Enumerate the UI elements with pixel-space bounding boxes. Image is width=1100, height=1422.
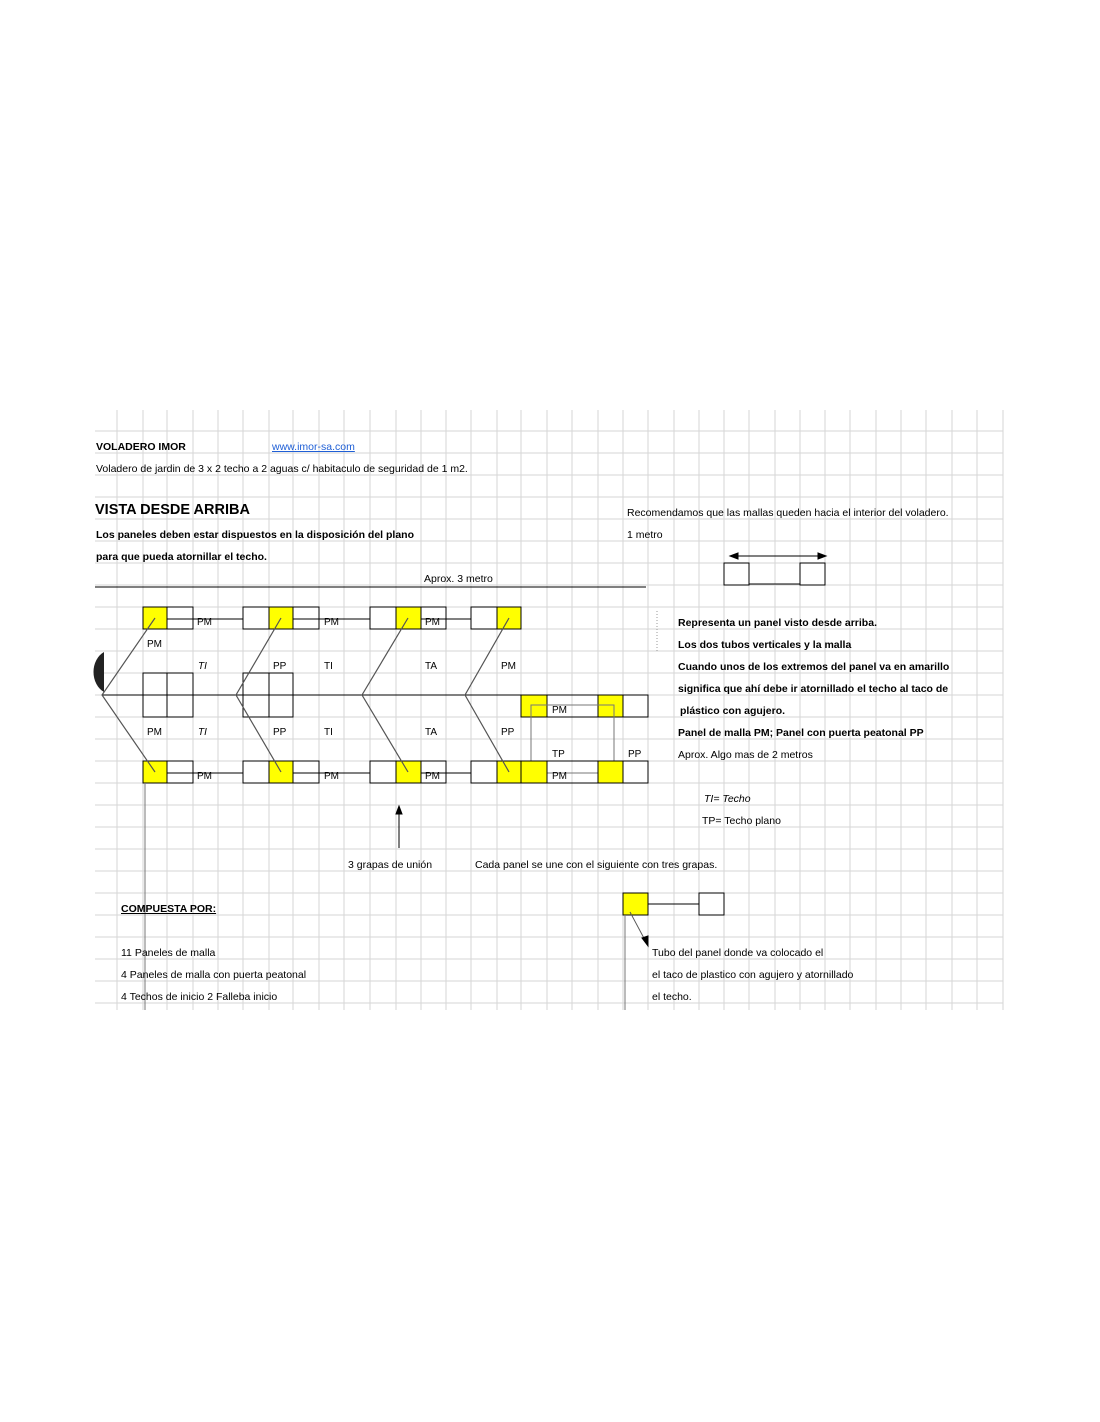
label-tp: TP: [552, 749, 565, 760]
label-pm: PM: [324, 771, 339, 782]
label-pm: PM: [425, 771, 440, 782]
label-pm: PM: [147, 727, 162, 738]
tube-box: [471, 607, 497, 629]
label-ti: TI: [324, 661, 333, 672]
composition-item: 4 Techos de inicio 2 Falleba inicio: [121, 991, 278, 1003]
composition-item: 4 Paneles de malla con puerta peatonal: [121, 969, 307, 981]
label-pp: PP: [628, 749, 642, 760]
tube-box: [143, 695, 167, 717]
tube-note-3: el techo.: [652, 991, 692, 1003]
tube-box: [167, 695, 193, 717]
tube-yellow: [521, 761, 547, 783]
tube-note-2: el taco de plastico con agujero y atornillado: [652, 969, 854, 981]
tube-yellow: [598, 761, 623, 783]
tube-box: [143, 673, 167, 695]
sample-panel-right-tube: [800, 563, 825, 585]
label-ti: TI: [324, 727, 333, 738]
legend-line-1: Representa un panel visto desde arriba.: [678, 617, 877, 629]
tube-box: [269, 673, 293, 695]
composition-heading: COMPUESTA POR:: [121, 903, 217, 915]
tube-box: [243, 607, 269, 629]
tube-box: [167, 673, 193, 695]
tube-box: [623, 761, 648, 783]
tube-box: [370, 607, 396, 629]
label-ta: TA: [425, 661, 438, 672]
approx-3m-label: Aprox. 3 metro: [424, 573, 493, 585]
legend-line-4: significa que ahí debe ir atornillado el techo al taco de: [678, 683, 949, 695]
label-pm: PM: [552, 771, 567, 782]
website-link[interactable]: www.imor-sa.com: [272, 441, 355, 453]
legend-line-2: Los dos tubos verticales y la malla: [678, 639, 852, 651]
label-pm: PM: [501, 661, 516, 672]
label-pp: PP: [501, 727, 515, 738]
legend-tp: TP= Techo plano: [702, 815, 781, 827]
tube-box: [167, 607, 193, 629]
recommend-note: Recomendamos que las mallas queden hacia el interior del voladero.: [627, 507, 949, 519]
composition-item: 11 Paneles de malla: [121, 947, 216, 959]
legend-line-5: plástico con agujero.: [680, 705, 786, 717]
legend-line-6: Panel de malla PM; Panel con puerta peatonal PP: [678, 727, 924, 739]
doc-title: VOLADERO IMOR: [96, 441, 186, 453]
label-pm: PM: [197, 771, 212, 782]
sample-panel-left-tube: [724, 563, 749, 585]
doc-subtitle: Voladero de jardin de 3 x 2 techo a 2 aguas c/ habitaculo de seguridad de 1 m2.: [96, 463, 468, 475]
instruction-line-1: Los paneles deben estar dispuestos en la disposición del plano: [96, 529, 414, 541]
label-ta: TA: [425, 727, 438, 738]
section-heading: VISTA DESDE ARRIBA: [95, 502, 250, 518]
tube-box: [167, 761, 193, 783]
legend-line-3: Cuando unos de los extremos del panel va en amarillo: [678, 661, 950, 673]
sample-yellow-tube: [623, 893, 648, 915]
tube-box: [243, 761, 269, 783]
label-pm: PM: [425, 617, 440, 628]
union-note: Cada panel se une con el siguiente con tres grapas.: [475, 859, 718, 871]
label-pp: PP: [273, 661, 287, 672]
label-pm: PM: [324, 617, 339, 628]
tube-yellow: [396, 607, 421, 629]
tube-box: [623, 695, 648, 717]
tube-box: [293, 607, 319, 629]
tube-box: [370, 761, 396, 783]
one-meter-label: 1 metro: [627, 529, 663, 541]
label-ti: TI: [198, 727, 207, 738]
sample-tube: [699, 893, 724, 915]
tube-box: [471, 761, 497, 783]
label-pm: PM: [197, 617, 212, 628]
label-pm: PM: [552, 705, 567, 716]
tube-box: [269, 695, 293, 717]
page-edge-shape: [93, 652, 104, 692]
instruction-line-2: para que pueda atornillar el techo.: [96, 551, 267, 563]
tube-yellow: [521, 695, 547, 717]
legend-ti: TI= Techo: [704, 793, 751, 805]
label-ti: TI: [198, 661, 207, 672]
tube-yellow: [598, 695, 623, 717]
tube-box: [293, 761, 319, 783]
tube-note-1: Tubo del panel donde va colocado el: [652, 947, 824, 959]
tube-yellow: [396, 761, 421, 783]
label-pp: PP: [273, 727, 287, 738]
grapas-note: 3 grapas de unión: [348, 859, 433, 871]
label-pm: PM: [147, 639, 162, 650]
legend-line-7: Aprox. Algo mas de 2 metros: [678, 749, 813, 761]
